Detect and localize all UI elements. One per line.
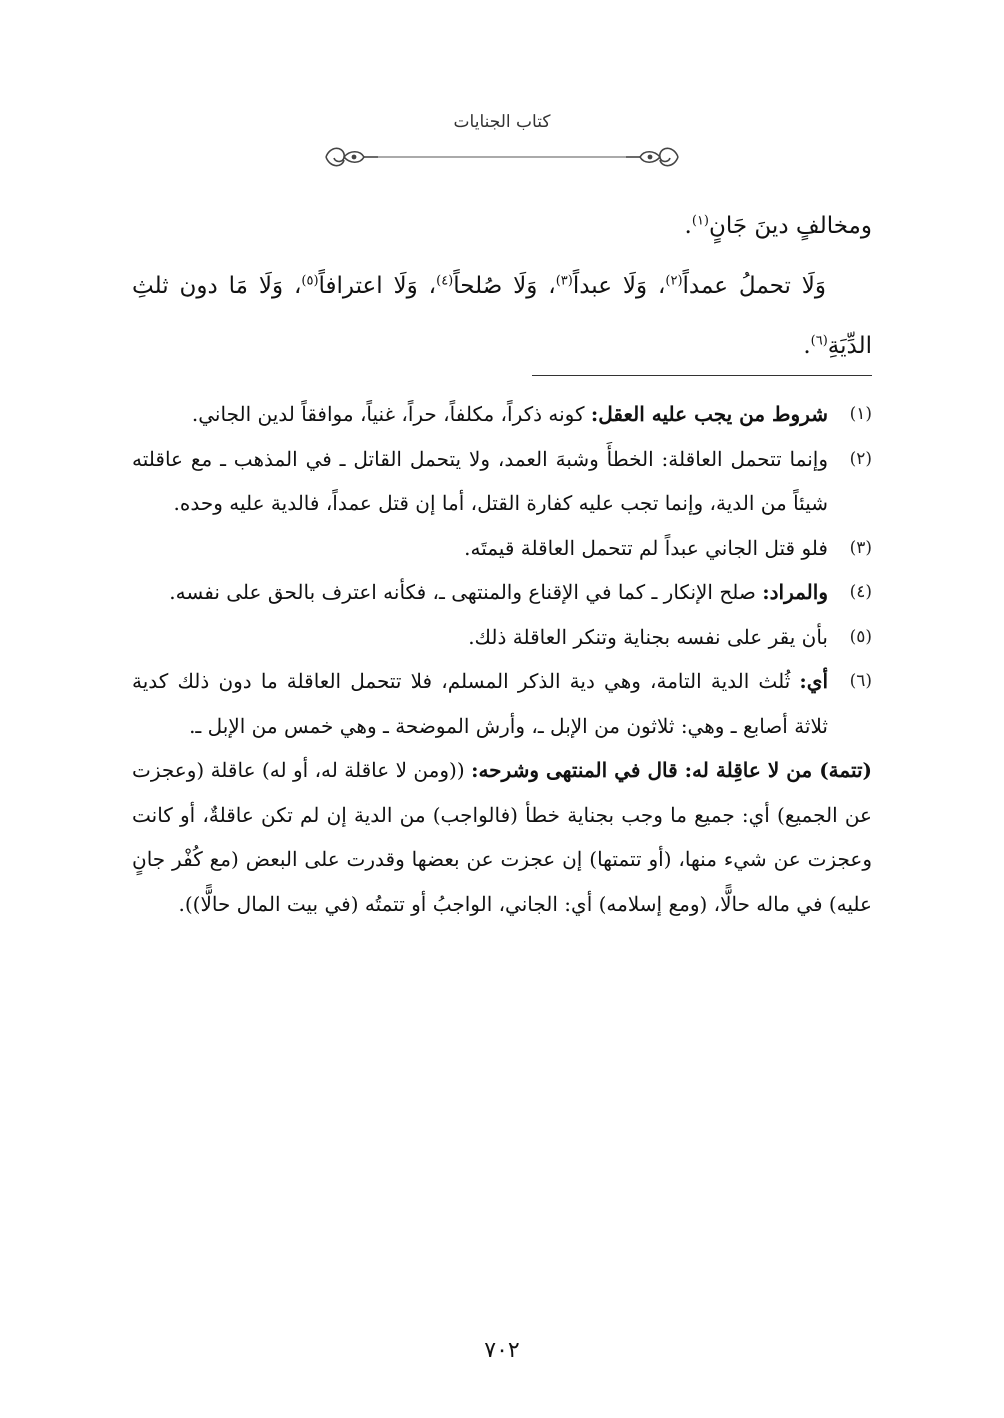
main-text: [132, 196, 872, 376]
supplement-heading: (تتمة) من لا عاقِلة له: قال في المنتهى وشرحه:: [471, 758, 873, 782]
footnote-number: (٦): [849, 671, 872, 691]
footnote-text: صلح الإنكار ـ كما في الإقناع والمنتهى ـ، فكأنه اعترف بالحق على نفسه.: [169, 580, 763, 604]
footnote-6: [132, 659, 872, 748]
supplement-note: [132, 748, 872, 926]
main-text-span: ، وَلَا مَا دون ثلثِ الدِّيَةِ: [132, 273, 872, 359]
footnote-ref-4: (٤): [436, 273, 454, 289]
footnote-text: ثُلث الدية التامة، وهي دية الذكر المسلم، فلا تتحمل العاقلة ما دون ذلك كدية ثلاثة أصابع ـ وهي: ثلاثون من الإبل ـ، وأرش الموضحة ـ وهي خمس من الإبل ـ.: [132, 669, 828, 738]
supplement-text: ((ومن لا عاقلة له، أو له) عاقلة (وعجزت عن الجميع) أي: جميع ما وجب بجناية خطأ (فالواجب) من الدية إن لم تكن عاقلةٌ، أو كانت وعجزت عن شيء منها، (أو تتمتها) إن عجزت عن بعضها وقدرت على البعض (مع كُفْر جانٍ عليه) في ماله حالًّا، (ومع إسلامه) أي: الجاني، الواجبُ أو تتمتُه (في بيت المال حالًّا)).: [132, 758, 872, 916]
footnote-separator: [532, 375, 872, 376]
footnote-3: [132, 526, 872, 571]
footnote-2: [132, 437, 872, 526]
main-paragraph-2: [132, 256, 872, 376]
main-text-span: وَلَا تحملُ عمداً: [682, 273, 826, 299]
main-text-span: ، وَلَا اعترافاً: [318, 273, 437, 299]
main-text-span: .: [684, 213, 692, 239]
running-header: [320, 112, 684, 172]
footnotes: [132, 392, 872, 926]
main-text-span: ومخالفٍ دينَ جَانٍ: [709, 213, 872, 239]
footnote-text: فلو قتل الجاني عبداً لم تتحمل العاقلة قيمتَه.: [464, 535, 828, 560]
main-text-span: .: [803, 333, 811, 359]
footnote-4: [132, 570, 872, 615]
header-ornament: [320, 142, 684, 172]
footnote-bold: أي:: [799, 669, 828, 693]
footnote-number: (٥): [849, 626, 872, 647]
main-paragraph-1: [132, 196, 872, 256]
footnote-bold: شروط من يجب عليه العقل:: [590, 402, 828, 426]
footnote-text: وإنما تتحمل العاقلة: الخطأَ وشبهَ العمد، ولا يتحمل القاتل ـ في المذهب ـ مع عاقلته شيئاً من الدية، وإنما تجب عليه كفارة القتل، أما إن قتل عمداً، فالدية عليه وحده.: [132, 446, 828, 515]
footnote-ref-6: (٦): [810, 333, 828, 349]
running-title: كتاب الجنايات: [453, 112, 551, 132]
footnote-ref-3: (٣): [555, 273, 573, 289]
footnote-text: كونه ذكراً، مكلفاً، حراً، غنياً، موافقاً لدين الجاني.: [191, 402, 591, 426]
main-text-span: ، وَلَا صُلحاً: [453, 273, 556, 299]
footnote-number: (٢): [849, 448, 872, 469]
footnote-ref-2: (٢): [665, 273, 683, 289]
footnote-bold: والمراد:: [762, 580, 828, 604]
footnote-number: (١): [849, 404, 872, 424]
footnote-1: [132, 392, 872, 437]
page-number: ٧٠٢: [484, 1338, 520, 1363]
footnote-number: (٣): [849, 537, 872, 558]
footnote-number: (٤): [849, 582, 872, 602]
footnote-text: بأن يقر على نفسه بجناية وتنكر العاقلة ذلك.: [468, 624, 828, 649]
footnote-ref-1: (١): [691, 213, 709, 229]
footnote-5: [132, 615, 872, 660]
footnote-ref-5: (٥): [301, 273, 319, 289]
main-text-span: ، وَلَا عبداً: [572, 273, 666, 299]
